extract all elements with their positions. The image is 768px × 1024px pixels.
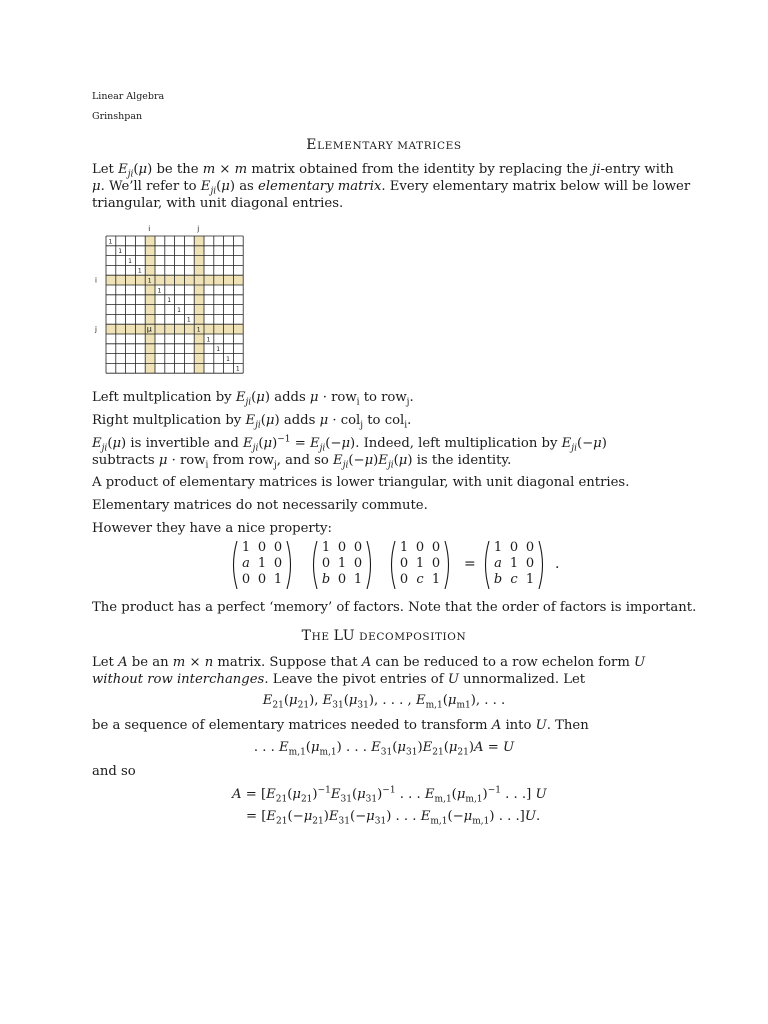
text: matrix obtained from the identity by replacing the xyxy=(247,162,593,177)
product-fact: A product of elementary matrices is lower triangular, with unit diagonal entries. xyxy=(92,475,630,490)
matrix-entry: 0 xyxy=(273,540,283,555)
math: $E_{ji}$ xyxy=(378,453,394,471)
math: μ xyxy=(463,809,473,824)
matrix-entry: 1 xyxy=(241,540,251,555)
text: . We’ll refer to xyxy=(100,179,201,194)
diagonal-one: 1 xyxy=(118,248,123,256)
math: $E_{ji}$ xyxy=(92,436,108,454)
diagonal-one: 1 xyxy=(108,238,113,246)
math: E xyxy=(266,787,276,802)
math: $E_{ji}$ xyxy=(235,390,252,408)
matrix-entry: 1 xyxy=(431,572,441,587)
memory-note: The product has a perfect ‘memory’ of factors. Note that the order of factors is important. xyxy=(92,600,697,615)
math: ji xyxy=(592,162,601,177)
text: adds xyxy=(270,390,310,405)
elementary-matrix-grid-figure xyxy=(92,222,257,373)
math: $E_{ji}$ xyxy=(243,436,259,454)
matrix-entry: a xyxy=(494,556,502,571)
matrix-entry: 0 xyxy=(525,540,535,555)
text: . Every elementary matrix below will be lower xyxy=(381,179,691,194)
matrix-entry: c xyxy=(416,572,424,587)
math: μ xyxy=(303,809,313,824)
text: . Indeed, left multiplication by xyxy=(355,436,562,451)
left-paren xyxy=(314,541,318,589)
math: m xyxy=(202,162,216,177)
left-mult-fact: Left multplication by $E_{ji}(\mu)$ adds μ · row$_i$ to row$_j$. xyxy=(92,390,414,408)
commute-fact: Elementary matrices do not necessarily commute. xyxy=(92,498,428,513)
matrix-entry: 1 xyxy=(525,572,535,587)
math: μ xyxy=(263,436,273,451)
diagonal-one: 1 xyxy=(167,297,172,305)
math: μ xyxy=(341,436,351,451)
title-cap: T xyxy=(301,628,312,644)
math: E xyxy=(415,693,426,708)
matrix-entry: 0 xyxy=(415,540,425,555)
title-cap: E xyxy=(306,137,318,153)
math: μ xyxy=(310,740,320,755)
math: μ xyxy=(593,436,602,451)
column-label-j: j xyxy=(197,225,200,233)
math: U xyxy=(634,655,646,670)
matrix-entry: c xyxy=(510,572,518,587)
diagonal-one: 1 xyxy=(186,316,191,324)
math: $E_{ji}$ xyxy=(245,413,261,431)
right-mult-fact: Right multplication by $E_{ji}(\mu)$ adds μ · col$_j$ to col$_i$. xyxy=(92,413,412,431)
math: U xyxy=(524,809,536,824)
text: is invertible and xyxy=(126,436,244,451)
and-so: and so xyxy=(92,764,136,779)
text: be the xyxy=(152,162,203,177)
diagonal-one: 1 xyxy=(157,287,162,295)
text: be a sequence of elementary matrices needed to transform xyxy=(92,718,492,733)
invertible-fact: $E_{ji}(\mu)$ is invertible and $E_{ji}(\mu)^{-1} = E_{ji}(-\mu)$. Indeed, left multiplication by $E_{ji}(-\mu)$ subtracts μ · row$_i$ from row$_j$, and so $E_{ji}(-\mu)E_{ji}(\mu)$ is the identity. xyxy=(92,434,607,471)
diagonal-one: 1 xyxy=(216,346,221,354)
title-part: DECOMPOSITION xyxy=(355,631,467,643)
math: $E_{ji}$ xyxy=(561,436,577,454)
text: adds xyxy=(279,413,320,428)
matrix-entry: 0 xyxy=(431,540,441,555)
equals-sign: = xyxy=(464,556,476,572)
text: Let xyxy=(92,162,119,177)
math: $E_{ji}$ xyxy=(200,179,217,197)
math: μ xyxy=(292,787,301,802)
math: $E_{ji}$ xyxy=(118,162,134,180)
math: m xyxy=(172,655,186,670)
matrix-entry: 0 xyxy=(399,556,409,571)
math: μ xyxy=(456,787,466,802)
matrix-entry: 1 xyxy=(493,540,503,555)
math: μ xyxy=(364,453,374,468)
matrix-entry: b xyxy=(493,572,503,587)
section-title-lu xyxy=(0,628,768,644)
math: U xyxy=(503,740,515,755)
right-paren xyxy=(445,541,449,589)
math: E xyxy=(328,809,339,824)
math: $E_{ji}$ xyxy=(309,436,326,454)
text: from xyxy=(208,453,249,468)
matrix-entry: 1 xyxy=(509,556,519,571)
matrix-entry: 0 xyxy=(525,556,535,571)
diagonal-one: 1 xyxy=(137,267,142,275)
diagonal-one: 1 xyxy=(128,257,132,265)
sequence-description xyxy=(92,717,698,734)
matrix-entry: 1 xyxy=(257,556,267,571)
matrix-entry: 1 xyxy=(321,540,331,555)
matrix-entry: 0 xyxy=(257,540,267,555)
diagonal-one: 1 xyxy=(226,355,230,363)
emphasis: without row interchanges xyxy=(92,672,265,687)
math: μ xyxy=(309,390,319,405)
math: $E_{ji}$ xyxy=(333,453,349,471)
title-part: HE xyxy=(311,631,334,643)
math: U xyxy=(535,787,547,802)
text: matrix. Suppose that xyxy=(213,655,362,670)
math: μ xyxy=(319,413,329,428)
text: as xyxy=(235,179,259,194)
text: Let xyxy=(92,655,119,670)
math: A xyxy=(474,740,484,755)
math: μ xyxy=(357,787,366,802)
matrix-entry: 0 xyxy=(509,540,519,555)
matrix-entry: 0 xyxy=(241,572,251,587)
matrix-entry: 1 xyxy=(399,540,409,555)
text: . Then xyxy=(546,718,589,733)
math: μ xyxy=(447,693,457,708)
column-label-i: i xyxy=(148,225,151,233)
diagonal-one: 1 xyxy=(177,306,181,314)
matrix-entry: 1 xyxy=(273,572,283,587)
math: E xyxy=(262,693,273,708)
author-name: Grinshpan xyxy=(92,111,143,122)
diagonal-one: 1 xyxy=(196,326,201,334)
lu-equation-line-1: $A = [E_{21}(\mu_{21})^{-1}E_{31}(\mu_{31})^{-1}$ . . . $E_{m,1}(\mu_{m,1})^{-1}$ . . .] U xyxy=(232,785,547,805)
text: to xyxy=(359,390,382,405)
matrix-entry: 0 xyxy=(337,572,347,587)
math: E xyxy=(279,740,289,755)
diagonal-one: 1 xyxy=(206,336,211,344)
course-name: Linear Algebra xyxy=(92,91,165,102)
matrix-entry: 0 xyxy=(399,572,409,587)
text: can be reduced to a row echelon form xyxy=(371,655,635,670)
math: μ xyxy=(138,162,148,177)
math: μ xyxy=(221,179,230,194)
elementary-sequence: $E_{21}(\mu_{21})$, $E_{31}(\mu_{31})$, . . . , $E_{m,1}(\mu_{m1})$, . . . xyxy=(262,693,506,711)
math: E xyxy=(424,787,435,802)
math: E xyxy=(422,740,433,755)
matrix-entry: 0 xyxy=(431,556,441,571)
text: -entry with xyxy=(600,162,674,177)
left-paren xyxy=(392,541,396,589)
row-label-j: j xyxy=(95,325,97,334)
math: μ xyxy=(348,693,358,708)
matrix-2 xyxy=(310,540,380,592)
math: μ xyxy=(289,693,298,708)
math: μ xyxy=(397,740,406,755)
math: μ xyxy=(92,179,101,194)
math: E xyxy=(330,787,341,802)
right-paren xyxy=(539,541,543,589)
matrix-entry: 0 xyxy=(353,540,363,555)
matrix-grid xyxy=(92,222,257,373)
math: m xyxy=(234,162,248,177)
matrix-3 xyxy=(388,540,458,592)
text: Right multplication by xyxy=(92,413,246,428)
math: E xyxy=(322,693,333,708)
text: unnormalized. Let xyxy=(458,672,586,687)
text: is the identity. xyxy=(412,453,512,468)
math: A xyxy=(491,718,502,733)
left-paren xyxy=(486,541,490,589)
matrix-entry: 0 xyxy=(273,556,283,571)
lu-equation-line-2: = [$E_{21}(-\mu_{21})E_{31}(-\mu_{31})$ . . . $E_{m,1}(-\mu_{m,1})$ . . .]U. xyxy=(246,809,541,827)
text: be an xyxy=(127,655,173,670)
matrix-entry: b xyxy=(321,572,331,587)
row-label-i: i xyxy=(95,276,97,285)
title-part: LU xyxy=(333,628,356,644)
matrix-entry: a xyxy=(242,556,250,571)
elimination-equation: . . . $E_{m,1}(\mu_{m,1})$ . . . $E_{31}(\mu_{31})E_{21}(\mu_{21})A = U$ xyxy=(253,740,515,758)
math: μ xyxy=(158,453,168,468)
text: Left multplication by xyxy=(92,390,236,405)
text: . Leave the pivot entries of xyxy=(264,672,448,687)
math: n xyxy=(204,655,214,670)
right-paren xyxy=(367,541,371,589)
intro-paragraph: Let $E_{ji}(\mu)$ be the m × m matrix obtained from the identity by replacing the ji-entry with μ. We’ll refer to $E_{ji}(\mu)$ as elementary matrix. Every elementary matrix below will be lower triangular, with unit diagonal entries. xyxy=(92,162,691,211)
math: A xyxy=(232,787,242,802)
matrix-entry: 1 xyxy=(353,572,363,587)
text: triangular, with unit diagonal entries. xyxy=(92,196,344,211)
matrix-entry: 0 xyxy=(257,572,267,587)
left-paren xyxy=(234,541,238,589)
lu-paragraph: Let A be an m × n matrix. Suppose that A can be reduced to a row echelon form U without row interchanges. Leave the pivot entries of U unnormalized. Let xyxy=(92,655,646,687)
math: E xyxy=(371,740,381,755)
math: A xyxy=(118,655,128,670)
matrix-entry: 0 xyxy=(353,556,363,571)
text: into xyxy=(501,718,536,733)
matrix-entry: 0 xyxy=(321,556,331,571)
math: U xyxy=(447,672,459,687)
math: μ xyxy=(265,413,275,428)
math: μ xyxy=(398,453,408,468)
math: μ xyxy=(256,390,265,405)
section-title-elementary xyxy=(0,137,768,153)
matrix-entry: 1 xyxy=(415,556,425,571)
math: U xyxy=(535,718,547,733)
math: A xyxy=(361,655,372,670)
math: E xyxy=(420,809,431,824)
emphasis: elementary matrix xyxy=(258,179,382,194)
period: . xyxy=(555,556,560,572)
nice-property: However they have a nice property: xyxy=(92,521,332,536)
matrix-entry: 1 xyxy=(337,556,347,571)
matrix-4 xyxy=(482,540,552,592)
math: μ xyxy=(112,436,122,451)
title-rest: LEMENTARY MATRICES xyxy=(317,140,462,152)
math: μ xyxy=(366,809,375,824)
text: , and so xyxy=(276,453,334,468)
matrix-entry: 0 xyxy=(337,540,347,555)
right-paren xyxy=(287,541,291,589)
diagonal-one: 1 xyxy=(235,365,240,373)
text: to xyxy=(363,413,385,428)
text: subtracts xyxy=(92,453,159,468)
mu-entry: μ xyxy=(146,324,152,334)
matrix-1 xyxy=(230,540,300,592)
math: E xyxy=(266,809,277,824)
diagonal-one: 1 xyxy=(147,277,152,285)
math: μ xyxy=(448,740,458,755)
